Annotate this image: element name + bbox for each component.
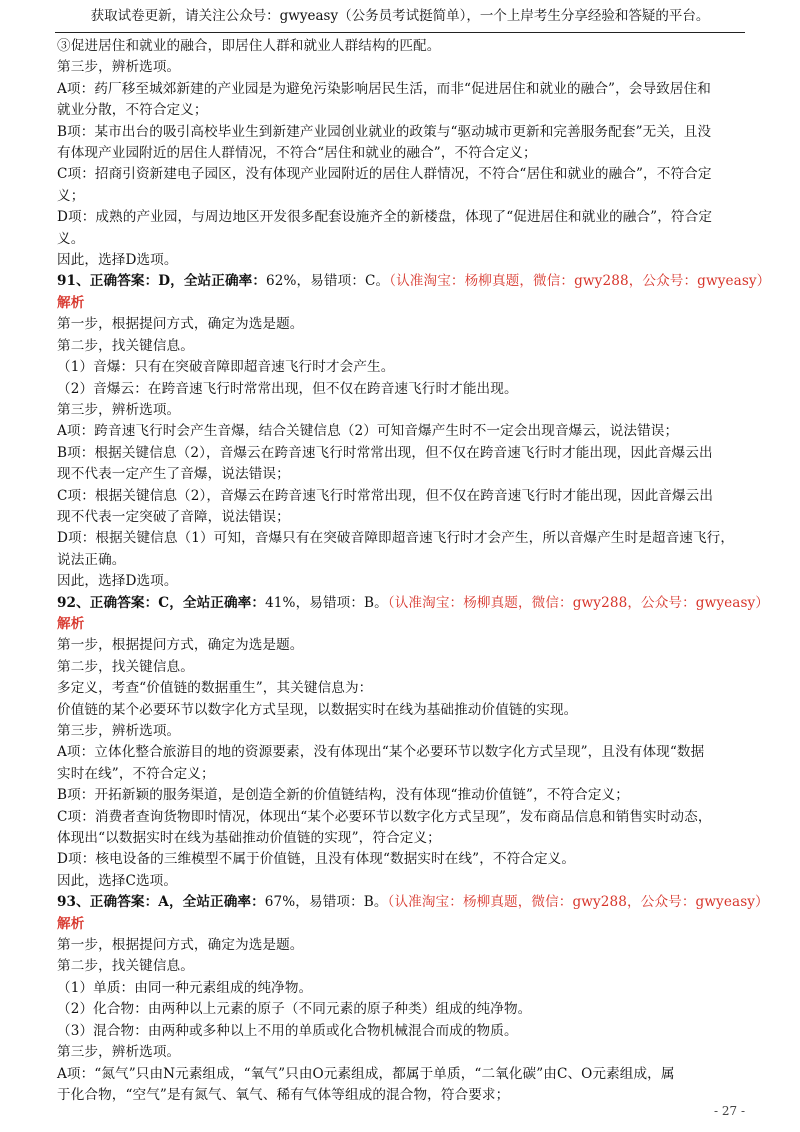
text-line: ③促进居住和就业的融合，即居住人群和就业人群结构的匹配。 [57,38,441,54]
text-line: 体现出“以数据实时在线为基础推动价值链的实现”，符合定义； [57,830,441,847]
analysis-heading: 解析 [57,615,85,632]
text-line: （2）化合物：由两种以上元素的原子（不同元素的原子种类）组成的纯净物。 [57,1001,532,1018]
answer-line [57,892,769,913]
rate-and-distractor: 67%，易错项：B。 [264,894,388,911]
text-line: （3）混合物：由两种或多种以上不用的单质或化合物机械混合而成的物质。 [57,1022,518,1039]
rate-label: ，全站正确率： [168,894,265,911]
header-divider [55,32,745,33]
text-line: 第二步，找关键信息。 [57,337,194,354]
text-line: D项：根据关键信息（1）可知，音爆只有在突破音障即超音速飞行时才会产生，所以音爆产生时是超音速飞行， [57,530,735,547]
text-line: 现不代表一定产生了音爆，说法错误； [57,466,290,483]
text-line: 第一步，根据提问方式，确定为选是题。 [57,316,304,333]
rate-label: ，全站正确率： [170,273,267,290]
rate-and-distractor: 62%，易错项：C。 [266,273,390,290]
text-line: 有体现产业园附近的居住人群情况，不符合“居住和就业的融合”，不符合定义； [57,145,537,162]
page-header: 获取试卷更新，请关注公众号：gwyeasy（公务员考试挺简单），一个上岸考生分享经验和答疑的平台。 [90,8,710,24]
text-line: 实时在线”，不符合定义； [57,765,215,782]
answer-line [57,271,771,292]
text-line: 于化合物，“空气”是有氮气、氧气、稀有气体等组成的混合物，符合要求； [57,1086,510,1103]
text-line: 第三步，辨析选项。 [57,1044,181,1061]
answer-label: 93、正确答案： [57,894,159,911]
analysis-heading: 解析 [57,915,85,932]
correct-option: D [158,273,171,290]
promo-note: （认准淘宝：杨柳真题，微信：gwy288，公众号：gwyeasy） [389,273,771,290]
text-line: 现不代表一定突破了音障，说法错误； [57,508,290,525]
correct-option: C [158,594,170,611]
text-line: 第一步，根据提问方式，确定为选是题。 [57,937,304,954]
text-line: C项：根据关键信息（2），音爆云在跨音速飞行时常常出现，但不仅在跨音速飞行时才能出现，因此音爆云出 [57,487,714,504]
text-line: 因此，选择C选项。 [57,872,178,889]
text-line: A项：立体化整合旅游目的地的资源要素，没有体现出“某个必要环节以数字化方式呈现”，且没有体现“数据 [57,744,705,761]
text-line: 就业分散，不符合定义； [57,102,208,119]
text-line: 义； [57,187,85,204]
text-line: 因此，选择D选项。 [57,573,178,590]
text-line: （2）音爆云：在跨音速飞行时常常出现，但不仅在跨音速飞行时才能出现。 [57,380,518,397]
promo-note: （认准淘宝：杨柳真题，微信：gwy288，公众号：gwyeasy） [387,894,769,911]
analysis-heading: 解析 [57,294,85,311]
text-line: A项：跨音速飞行时会产生音爆，结合关键信息（2）可知音爆产生时不一定会出现音爆云，说法错误； [57,423,679,440]
text-line: C项：消费者查询货物即时情况，体现出“某个必要环节以数字化方式呈现”，发布商品信息和销售实时动态， [57,808,712,825]
document-body [57,36,771,1106]
text-line: 第三步，辨析选项。 [57,59,181,76]
rate-label: ，全站正确率： [169,594,266,611]
text-line: A项：“氮气”只由N元素组成，“氧气”只由O元素组成，都属于单质，“二氧化碳”由C、O元素组成，属 [57,1065,675,1082]
text-line: 第二步，找关键信息。 [57,958,194,975]
page-number: - 27 - [713,1104,745,1118]
text-line: 多定义，考查“价值链的数据重生”，其关键信息为： [57,680,373,697]
text-line: 第三步，辨析选项。 [57,401,181,418]
rate-and-distractor: 41%，易错项：B。 [265,594,388,611]
text-line: 因此，选择D选项。 [57,252,178,269]
text-line: B项：某市出台的吸引高校毕业生到新建产业园创业就业的政策与“驱动城市更新和完善服务配套”无关，且没 [57,123,712,140]
text-line: 义。 [57,230,85,247]
text-line: D项：成熟的产业园，与周边地区开发很多配套设施齐全的新楼盘，体现了“促进居住和就业的融合”，符合定 [57,209,713,226]
text-line: 第一步，根据提问方式，确定为选是题。 [57,637,304,654]
text-line: B项：根据关键信息（2），音爆云在跨音速飞行时常常出现，但不仅在跨音速飞行时才能出现，因此音爆云出 [57,444,713,461]
text-line: 说法正确。 [57,551,126,568]
answer-label: 92、正确答案： [57,594,159,611]
text-line: A项：药厂移至城郊新建的产业园是为避免污染影响居民生活，而非“促进居住和就业的融合”，会导致居住和 [57,80,711,97]
text-line: 第三步，辨析选项。 [57,723,181,739]
promo-note: （认准淘宝：杨柳真题，微信：gwy288，公众号：gwyeasy） [387,594,770,611]
text-line: 第二步，找关键信息。 [57,658,194,675]
text-line: D项：核电设备的三维模型不属于价值链，且没有体现“数据实时在线”，不符合定义。 [57,851,576,868]
text-line: （1）单质：由同一种元素组成的纯净物。 [57,979,313,996]
text-line: B项：开拓新颖的服务渠道，是创造全新的价值链结构，没有体现“推动价值链”，不符合定义； [57,787,629,804]
answer-line [57,593,770,614]
text-line: （1）音爆：只有在突破音障即超音速飞行时才会产生。 [57,359,395,376]
text-line: 价值链的某个必要环节以数字化方式呈现，以数据实时在线为基础推动价值链的实现。 [57,701,578,718]
answer-label: 91、正确答案： [57,273,159,290]
text-line: C项：招商引资新建电子园区，没有体现产业园附近的居住人群情况，不符合“居住和就业的融合”，不符合定 [57,166,712,183]
correct-option: A [158,894,169,911]
